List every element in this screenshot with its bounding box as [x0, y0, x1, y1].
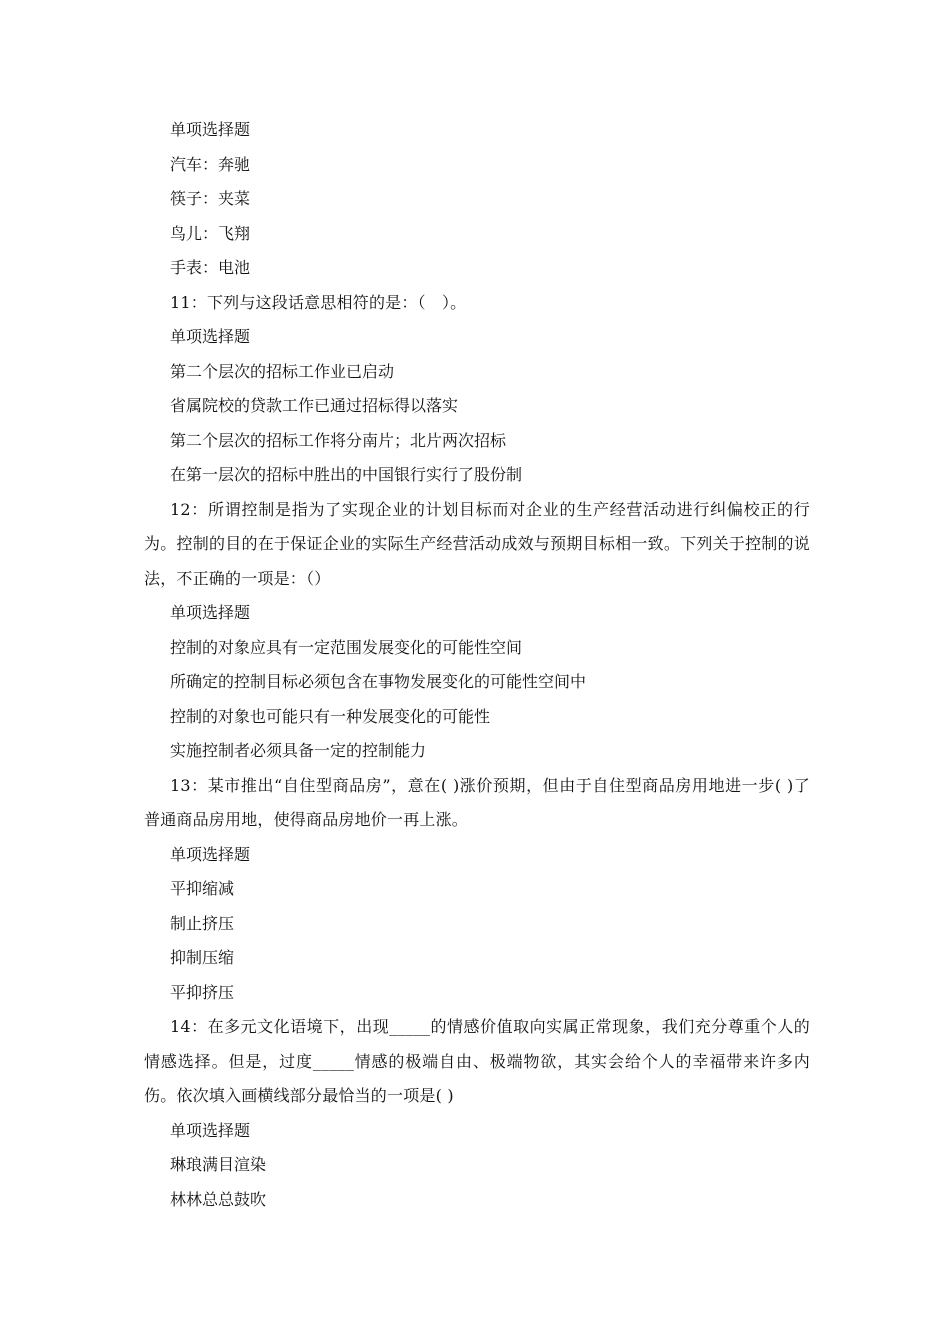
q13-type-label: 单项选择题	[170, 844, 251, 864]
q11-option-d: 在第一层次的招标中胜出的中国银行实行了股份制	[170, 465, 523, 484]
q12-option-d: 实施控制者必须具备一定的控制能力	[170, 741, 427, 760]
q11-question: 11：下列与这段话意思相符的是：（ ）。	[170, 292, 467, 312]
q13-option-a: 平抑缩减	[170, 879, 235, 898]
q14-type-label: 单项选择题	[170, 1120, 251, 1140]
q14-option-a: 琳琅满目渲染	[170, 1155, 267, 1174]
q10-type-label: 单项选择题	[170, 120, 251, 139]
document-content	[144, 113, 810, 1217]
q13-question: 13：某市推出“自住型商品房”，意在( )涨价预期，但由于自住型商品房用地进一步( )了普通商品房用地，使得商品房地价一再上涨。	[144, 775, 810, 829]
q11-option-c: 第二个层次的招标工作将分南片；北片两次招标	[170, 430, 507, 450]
q14-option-b: 林林总总鼓吹	[170, 1189, 267, 1209]
q13-option-d: 平抑挤压	[170, 982, 235, 1002]
q10-option-a: 汽车：奔驰	[170, 154, 251, 174]
q12-option-c: 控制的对象也可能只有一种发展变化的可能性	[170, 706, 491, 726]
q12-type-label: 单项选择题	[170, 603, 251, 622]
q11-type-label: 单项选择题	[170, 327, 251, 346]
q12-option-a: 控制的对象应具有一定范围发展变化的可能性空间	[170, 637, 523, 657]
q13-option-b: 制止挤压	[170, 913, 235, 933]
q13-option-c: 抑制压缩	[170, 948, 235, 967]
q10-option-d: 手表：电池	[170, 258, 251, 277]
q12-question: 12：所谓控制是指为了实现企业的计划目标而对企业的生产经营活动进行纠偏校正的行为。控制的目的在于保证企业的实际生产经营活动成效与预期目标相一致。下列关于控制的说法，不正确的一项是：（）	[144, 499, 810, 588]
q11-option-a: 第二个层次的招标工作业已启动	[170, 361, 395, 381]
q12-option-b: 所确定的控制目标必须包含在事物发展变化的可能性空间中	[170, 672, 587, 691]
q14-question: 14：在多元文化语境下，出现_____的情感价值取向实属正常现象，我们充分尊重个人的情感选择。但是，过度_____情感的极端自由、极端物欲，其实会给个人的幸福带来许多内伤。依次填入画横线部分最恰当的一项是( )	[144, 1017, 810, 1105]
q10-option-b: 筷子：夹菜	[170, 189, 251, 208]
q11-option-b: 省属院校的贷款工作已通过招标得以落实	[170, 396, 459, 415]
q10-option-c: 鸟儿：飞翔	[170, 223, 251, 243]
